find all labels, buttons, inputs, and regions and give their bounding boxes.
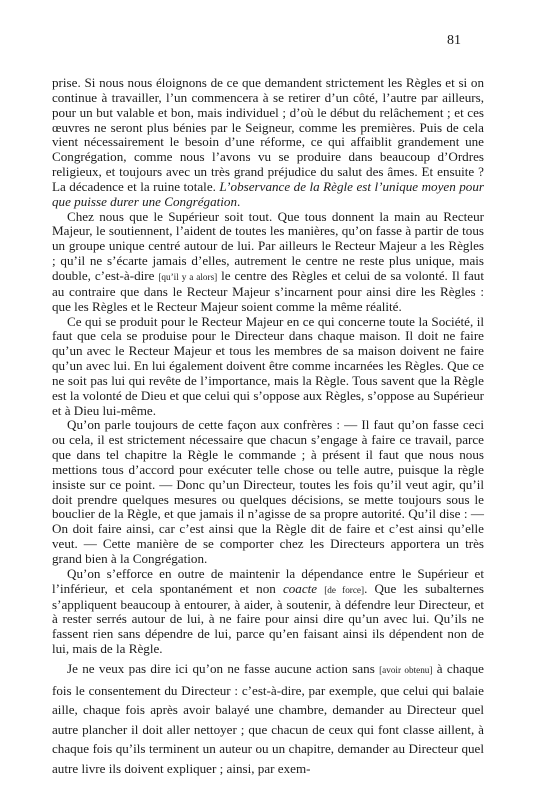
paragraph	[52, 315, 484, 419]
paragraph	[52, 76, 484, 210]
editorial-insertion: [qu’il y a alors]	[158, 271, 218, 282]
page-number: 81	[447, 33, 461, 48]
text-run: Ce qui se produit pour le Recteur Majeur en ce qui concerne toute la Société, il faut que cela se produise pour le Directeur dans chaque maison. Il doit ne faire qu’un avec le Recteur Majeur et tous les membres de sa maison doivent ne faire qu’un avec lui. En lui également doivent être comme incarnées les Règles. Que ce ne soit pas lui qui revête de l’importance, mais la Règle. Tous savent que la Règle est la volonté de Dieu et que celui qui s’oppose aux Règles, s’oppose au Supérieur et à Dieu lui-même.	[52, 313, 484, 418]
paragraph	[52, 567, 484, 657]
body-text	[52, 76, 484, 778]
text-run: Qu’on parle toujours de cette façon aux confrères : — Il faut qu’on fasse ceci ou cela, il est strictement nécessaire que chacun s’engage à faire ce travail, parce que dans tel chapitre la Règle le commande ; à présent il faut que nous nous mettions tous d’accord pour exécuter telle chose ou telle autre, puisque la règle insiste sur ce point. — Donc qu’un Directeur, toutes les fois qu’il veut agir, qu’il doit prendre quelques mesures ou quelques décisions, se mette toujours sous le bouclier de la Règle, et que jamais il n’agisse de sa propre autorité. Qu’il dise : — On doit faire ainsi, car c’est ainsi que la Règle dit de faire et c’est ainsi qu’elle veut. — Cette manière de se comporter chez les Directeurs apportera un très grand bien à la Congrégation.	[52, 417, 484, 566]
editorial-insertion: [de force]	[324, 584, 365, 595]
text-run: le centre des Règles et celui de sa volonté. Il faut au contraire que dans le Recteur Majeur s’incarnent pour ainsi dire les Règles : que les Règles et le Recteur Majeur soient comme la même réalité.	[52, 267, 484, 314]
italic-text: L’observance de la Règle est l’unique moyen pour que puisse durer une Congrégation	[52, 178, 484, 209]
text-run: . Que les subalternes s’appliquent beaucoup à entourer, à aider, à soutenir, à défendre leur Directeur, et à rester serrés autour de lui, à ne faire pour ainsi dire qu’un avec lui. Qu’ils ne fassent rien sans dépendre de lui, parce qu’en faisant ainsi ils dépendent non de lui, mais de la Règle.	[52, 580, 484, 657]
paragraph	[52, 659, 484, 779]
text-run: prise. Si nous nous éloignons de ce que demandent strictement les Règles et si on continue à travailler, l’un commencera à se retirer d’un côté, l’autre par ailleurs, pour un but valable et bon, mais individuel ; d’où le début du relâchement ; et ces œuvres ne seront plus bénies par le Seigneur, comme les premières. Puis de cela vient nécessairement le besoin d’une réforme, ce qui affaiblit grandement une Congrégation, comme nous l’avons vu se produire dans beaucoup d’Ordres religieux, et toujours avec un très grand préjudice du salut des âmes. Et ensuite ? La décadence et la ruine totale.	[52, 75, 484, 194]
text-run: .	[237, 193, 241, 209]
text-run: Qu’on s’efforce en outre de maintenir la dépendance entre le Supérieur et l’inférieur, et cela spontanément et non	[52, 565, 484, 596]
paragraph	[52, 418, 484, 566]
text-run: Chez nous que le Supérieur soit tout. Que tous donnent la main au Recteur Majeur, le soutiennent, l’aident de toutes les manières, qu’on fasse à partir de tous un groupe unique centré autour de lui. Par ailleurs le Recteur Majeur a les Règles ; qu’il ne s’écarte jamais d’elles, autrement le centre ne reste plus unique, mais double, c’est-à-dire	[52, 208, 484, 283]
editorial-insertion: [avoir obtenu]	[379, 664, 433, 675]
text-run: à chaque fois le consentement du Directeur : c’est-à-dire, par exemple, que celui qui balaie aille, chaque fois après avoir balayé une chambre, demander au Directeur quel autre plancher il doit aller nettoyer ; que chacun de ceux qui font classe aillent, à chaque fois qu’ils terminent un auteur ou un chapitre, demander au Directeur quel autre livre ils doivent expliquer ; ainsi, par exem-	[52, 660, 484, 776]
text-run: Je ne veux pas dire ici qu’on ne fasse aucune action sans	[67, 660, 380, 676]
paragraph	[52, 210, 484, 315]
italic-text: coacte	[282, 580, 318, 596]
